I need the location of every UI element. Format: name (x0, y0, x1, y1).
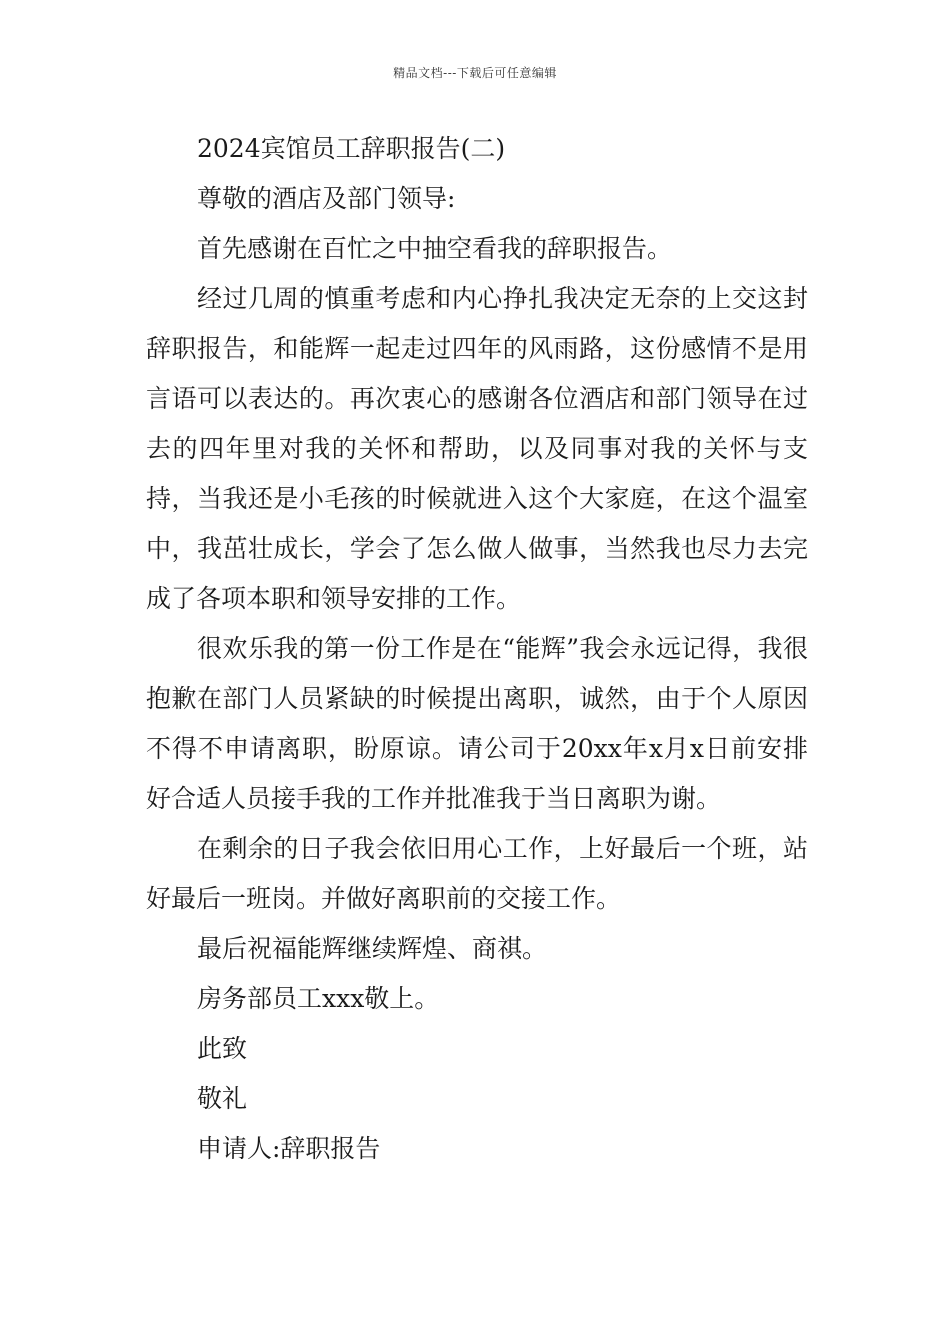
document-body (146, 124, 808, 1174)
document-title: 2024宾馆员工辞职报告(二) (197, 134, 506, 163)
signature: 房务部员工xxx敬上。 (197, 984, 440, 1013)
closing-ci-zhi: 此致 (197, 1034, 248, 1063)
paragraph-reason: 很欢乐我的第一份工作是在“能辉”我会永远记得，我很抱歉在部门人员紧缺的时候提出离职，诚然，由于个人原因不得不申请离职，盼原谅。请公司于20xx年x月x日前安排好合适人员接手我的工作并批准我于当日离职为谢。 (146, 634, 808, 813)
paragraph-gratitude: 经过几周的慎重考虑和内心挣扎我决定无奈的上交这封辞职报告，和能辉一起走过四年的风雨路，这份感情不是用言语可以表达的。再次衷心的感谢各位酒店和部门领导在过去的四年里对我的关怀和帮助，以及同事对我的关怀与支持，当我还是小毛孩的时候就进入这个大家庭，在这个温室中，我茁壮成长，学会了怎么做人做事，当然我也尽力去完成了各项本职和领导安排的工作。 (146, 284, 808, 613)
paragraph-wishes: 最后祝福能辉继续辉煌、商祺。 (197, 934, 548, 963)
paragraph-intro: 首先感谢在百忙之中抽空看我的辞职报告。 (197, 234, 673, 263)
page-header: 精品文档---下载后可任意编辑 (393, 66, 557, 80)
salutation: 尊敬的酒店及部门领导: (197, 184, 456, 213)
closing-jing-li: 敬礼 (197, 1084, 248, 1113)
paragraph-commitment: 在剩余的日子我会依旧用心工作，上好最后一个班，站好最后一班岗。并做好离职前的交接工作。 (146, 834, 808, 913)
applicant-line: 申请人:辞职报告 (197, 1134, 381, 1163)
